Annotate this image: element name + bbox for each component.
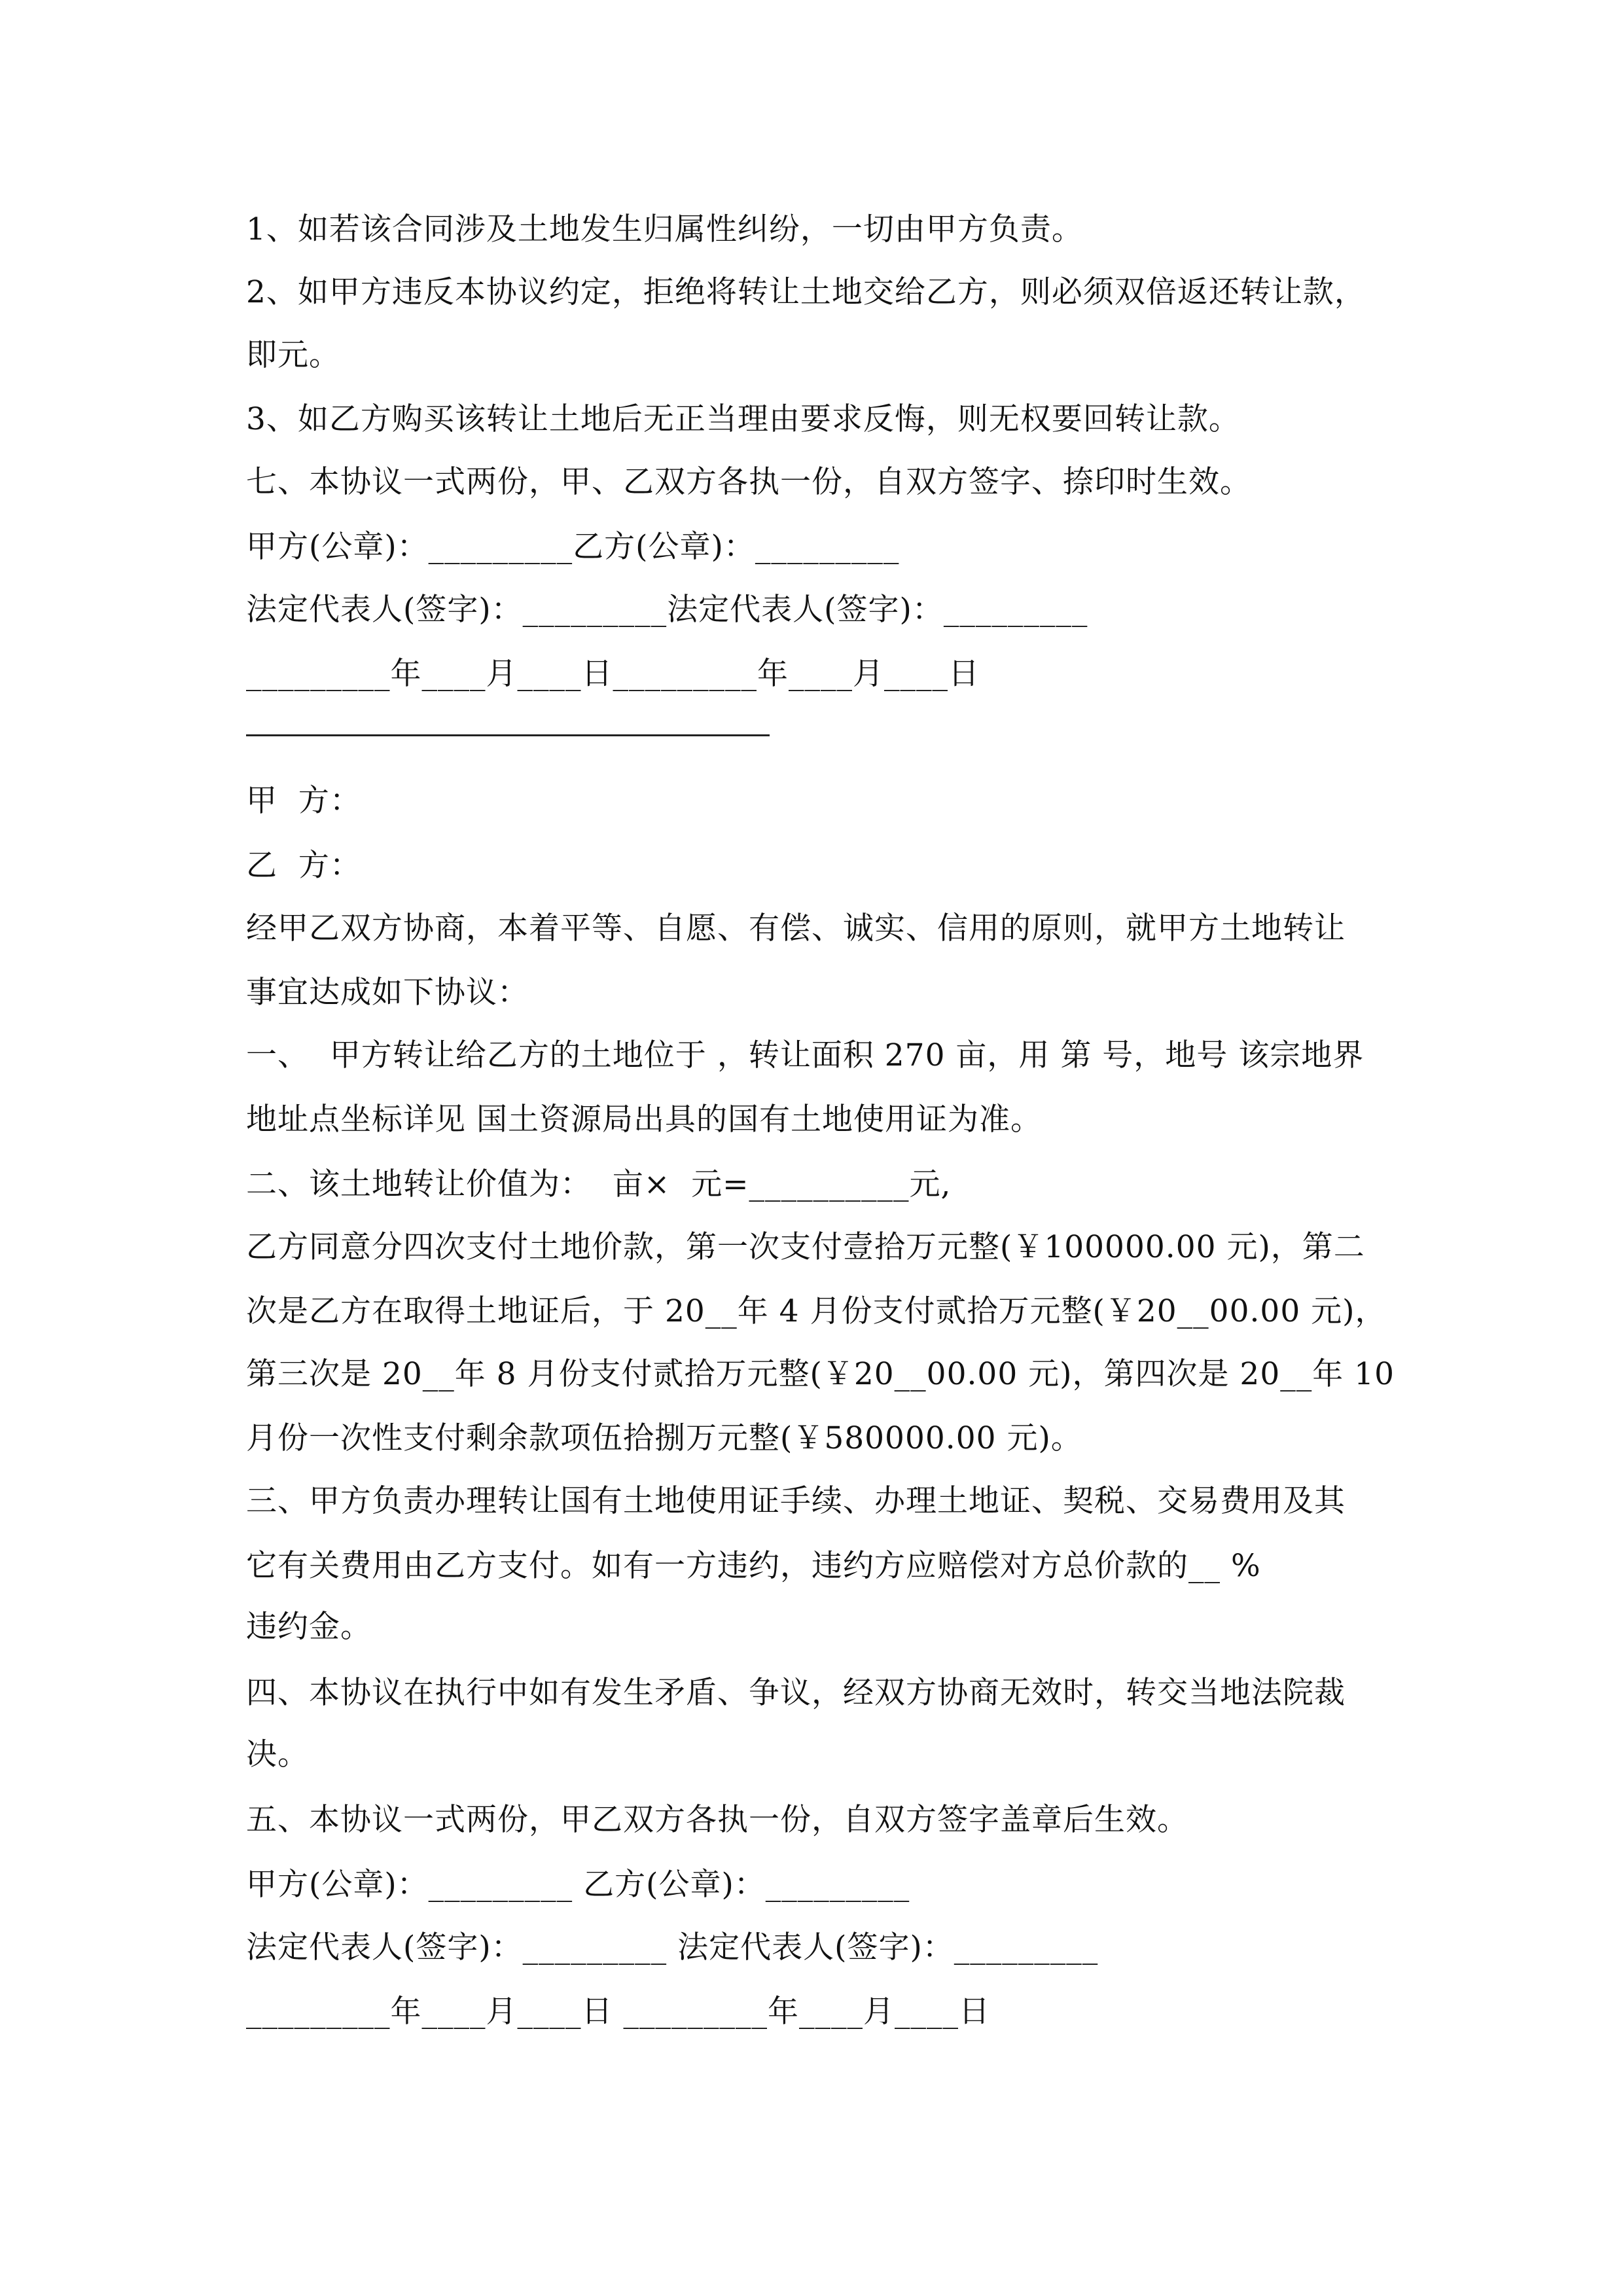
clause-two: 二、该土地转让价值为： 亩× 元=__________元,: [246, 1166, 952, 1202]
party-b-label: 乙 方：: [246, 848, 361, 884]
party-a-label: 甲 方：: [246, 783, 361, 819]
clause-five: 五、本协议一式两份，甲乙双方各执一份，自双方签字盖章后生效。: [246, 1802, 1188, 1838]
clause-three-cont: 它有关费用由乙方支付。如有一方违约，违约方应赔偿对方总价款的__ %: [246, 1548, 1261, 1584]
clause-breach-b: 3、如乙方购买该转让土地后无正当理由要求反悔，则无权要回转让款。: [246, 401, 1240, 437]
clause-four-cont: 决。: [246, 1736, 309, 1772]
signature-line-2: 法定代表人(签字)：_________ 法定代表人(签字)：_________: [246, 1929, 1099, 1965]
payment-terms-3: 第三次是 20__年 8 月份支付贰拾万元整(￥20__00.00 元)，第四次是 20__年 10: [246, 1356, 1395, 1392]
payment-terms-1: 乙方同意分四次支付土地价款，第一次支付壹拾万元整(￥100000.00 元)，第二: [246, 1229, 1365, 1265]
clause-one-cont: 地址点坐标详见 国土资源局出具的国有土地使用证为准。: [246, 1102, 1042, 1138]
clause-one: 一、 甲方转让给乙方的土地位于 ，转让面积 270 亩，用 第 号，地号 该宗地界: [246, 1037, 1364, 1073]
date-line-2: _________年____月____日 _________年____月____日: [246, 1994, 990, 2030]
preamble-cont: 事宜达成如下协议：: [246, 975, 529, 1011]
seal-line-2: 甲方(公章)：_________ 乙方(公章)：_________: [246, 1867, 910, 1903]
date-line-1: _________年____月____日_________年____月____日: [246, 656, 980, 692]
section-divider: [246, 734, 770, 736]
clause-three-end: 违约金。: [246, 1609, 372, 1645]
payment-terms-4: 月份一次性支付剩余款项伍拾捌万元整(￥580000.00 元)。: [246, 1420, 1082, 1456]
signature-line-1: 法定代表人(签字)：_________法定代表人(签字)：_________: [246, 592, 1088, 628]
preamble: 经甲乙双方协商，本着平等、自愿、有偿、诚实、信用的原则，就甲方土地转让: [246, 910, 1346, 946]
clause-three: 三、甲方负责办理转让国有土地使用证手续、办理土地证、契税、交易费用及其: [246, 1483, 1346, 1519]
seal-line-1: 甲方(公章)：_________乙方(公章)：_________: [246, 529, 900, 565]
clause-four: 四、本协议在执行中如有发生矛盾、争议，经双方协商无效时，转交当地法院裁: [246, 1675, 1346, 1711]
clause-breach-a-cont: 即元。: [246, 337, 340, 373]
clause-dispute: 1、如若该合同涉及土地发生归属性纠纷，一切由甲方负责。: [246, 211, 1083, 247]
clause-seven: 七、本协议一式两份，甲、乙双方各执一份，自双方签字、捺印时生效。: [246, 464, 1251, 500]
payment-terms-2: 次是乙方在取得土地证后，于 20__年 4 月份支付贰拾万元整(￥20__00.00 元)，: [246, 1293, 1387, 1329]
clause-breach-a: 2、如甲方违反本协议约定，拒绝将转让土地交给乙方，则必须双倍返还转让款，: [246, 274, 1366, 310]
